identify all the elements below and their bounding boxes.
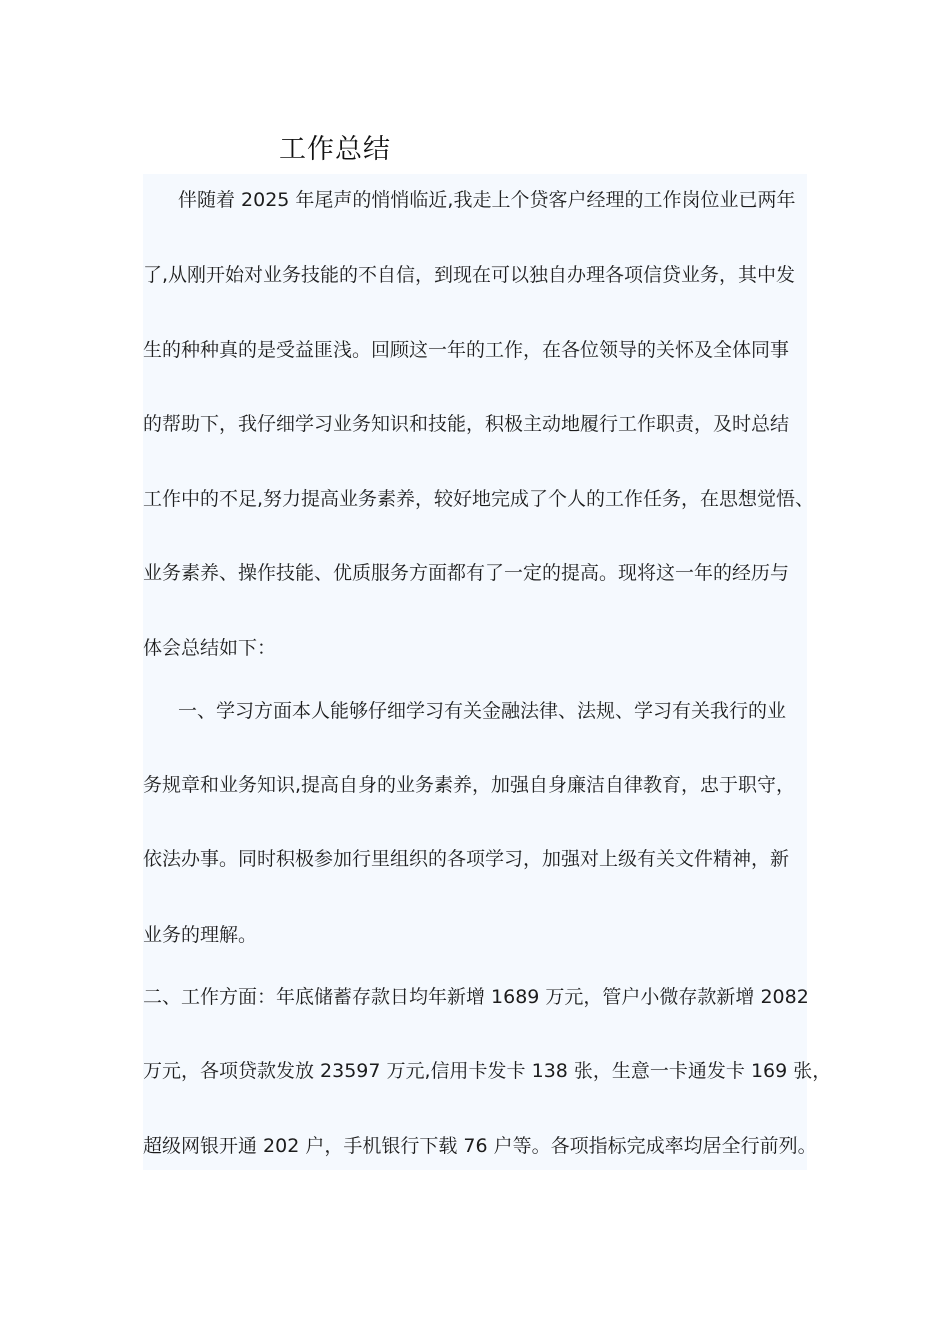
paragraph-line: 一、学习方面本人能够仔细学习有关金融法律、法规、学习有关我行的业 xyxy=(178,700,787,722)
paragraph-line: 务规章和业务知识,提高自身的业务素养，加强自身廉洁自律教育，忠于职守， xyxy=(143,774,796,796)
paragraph-line: 体会总结如下： xyxy=(143,637,277,659)
paragraph-line: 生的种种真的是受益匪浅。回顾这一年的工作，在各位领导的关怀及全体同事 xyxy=(143,339,790,361)
document-title: 工作总结 xyxy=(279,134,391,165)
paragraph-line: 工作中的不足,努力提高业务素养，较好地完成了个人的工作任务，在思想觉悟、 xyxy=(143,488,815,510)
paragraph-line: 了,从刚开始对业务技能的不自信，到现在可以独自办理各项信贷业务，其中发 xyxy=(143,264,796,286)
paragraph-line: 的帮助下，我仔细学习业务知识和技能，积极主动地履行工作职责，及时总结 xyxy=(143,413,790,435)
paragraph-line: 二、工作方面：年底储蓄存款日均年新增 1689 万元，管户小微存款新增 2082 xyxy=(143,986,809,1008)
paragraph-line: 超级网银开通 202 户，手机银行下载 76 户等。各项指标完成率均居全行前列。 xyxy=(143,1135,817,1157)
paragraph-line: 伴随着 2025 年尾声的悄悄临近,我走上个贷客户经理的工作岗位业已两年 xyxy=(178,189,796,211)
paragraph-line: 业务的理解。 xyxy=(143,924,258,946)
paragraph-line: 业务素养、操作技能、优质服务方面都有了一定的提高。现将这一年的经历与 xyxy=(143,562,790,584)
paragraph-line: 万元，各项贷款发放 23597 万元,信用卡发卡 138 张，生意一卡通发卡 169 张， xyxy=(143,1060,832,1082)
document-body xyxy=(143,174,832,1170)
paragraph-line: 依法办事。同时积极参加行里组织的各项学习，加强对上级有关文件精神，新 xyxy=(143,848,790,870)
